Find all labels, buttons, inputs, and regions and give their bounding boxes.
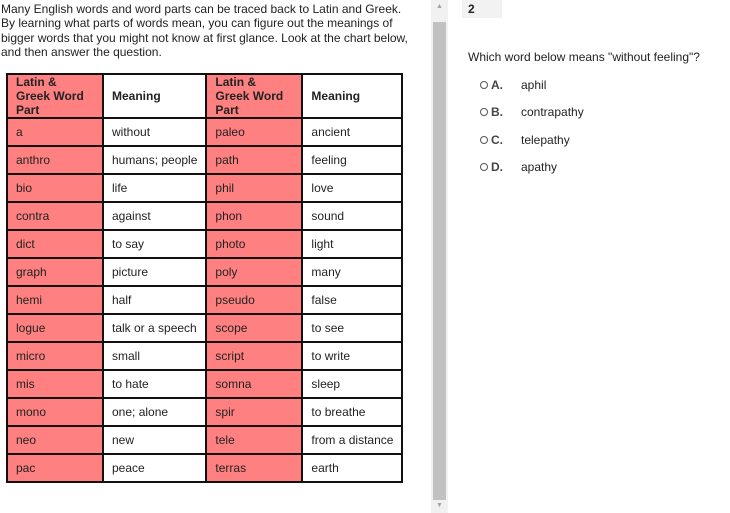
cell-word-part: pac [7, 454, 103, 482]
cell-meaning: humans; people [103, 146, 206, 174]
table-row [7, 118, 402, 146]
table-row [7, 146, 402, 174]
radio-button-icon[interactable] [480, 81, 488, 89]
cell-word-part: scope [206, 314, 302, 342]
cell-meaning: light [302, 230, 402, 258]
cell-meaning: ancient [302, 118, 402, 146]
cell-meaning: small [103, 342, 206, 370]
cell-meaning: to hate [103, 370, 206, 398]
table-row [7, 286, 402, 314]
scroll-up-arrow-icon[interactable]: ▲ [436, 3, 443, 10]
cell-meaning: many [302, 258, 402, 286]
radio-button-icon[interactable] [480, 136, 488, 144]
cell-word-part: paleo [206, 118, 302, 146]
cell-word-part: neo [7, 426, 103, 454]
table-row [7, 342, 402, 370]
cell-meaning: sleep [302, 370, 402, 398]
cell-meaning: against [103, 202, 206, 230]
table-row [7, 258, 402, 286]
cell-word-part: path [206, 146, 302, 174]
cell-meaning: talk or a speech [103, 314, 206, 342]
option-a[interactable] [480, 78, 584, 105]
cell-word-part: graph [7, 258, 103, 286]
option-text: telepathy [521, 132, 570, 147]
option-text: apathy [521, 159, 558, 174]
cell-meaning: without [103, 118, 206, 146]
cell-meaning: half [103, 286, 206, 314]
table-row [7, 202, 402, 230]
cell-word-part: logue [7, 314, 103, 342]
passage-scrollbar[interactable] [431, 0, 448, 513]
cell-word-part: phil [206, 174, 302, 202]
cell-word-part: spir [206, 398, 302, 426]
radio-button-icon[interactable] [480, 163, 488, 171]
cell-word-part: script [206, 342, 302, 370]
option-text: contrapathy [521, 105, 584, 120]
scrollbar-thumb[interactable] [433, 22, 446, 500]
answer-options [480, 78, 584, 187]
table-row [7, 398, 402, 426]
header-word-part-2: Latin & Greek Word Part [206, 74, 302, 118]
scroll-down-arrow-icon[interactable]: ▼ [436, 502, 443, 509]
table-row [7, 454, 402, 482]
header-meaning-2: Meaning [302, 74, 402, 118]
cell-meaning: feeling [302, 146, 402, 174]
table-header-row [7, 74, 402, 118]
cell-meaning: sound [302, 202, 402, 230]
table-row [7, 174, 402, 202]
cell-word-part: a [7, 118, 103, 146]
cell-meaning: to say [103, 230, 206, 258]
cell-meaning: to write [302, 342, 402, 370]
cell-word-part: poly [206, 258, 302, 286]
cell-word-part: mono [7, 398, 103, 426]
cell-word-part: contra [7, 202, 103, 230]
table-row [7, 314, 402, 342]
cell-word-part: dict [7, 230, 103, 258]
cell-word-part: tele [206, 426, 302, 454]
option-letter: D. [491, 159, 503, 174]
option-letter: A. [491, 78, 503, 92]
question-text: Which word below means "without feeling"? [468, 50, 700, 64]
table-row [7, 230, 402, 258]
table-row [7, 426, 402, 454]
cell-meaning: to see [302, 314, 402, 342]
cell-word-part: pseudo [206, 286, 302, 314]
cell-meaning: life [103, 174, 206, 202]
passage-text: Many English words and word parts can be traced back to Latin and Greek. By learning what parts of words mean, you can figure out the meanings of bigger words that you might not know at first glance. Look at the chart below, and then answer the question. [1, 2, 408, 60]
option-c[interactable] [480, 133, 584, 160]
cell-meaning: false [302, 286, 402, 314]
radio-button-icon[interactable] [480, 108, 488, 116]
cell-meaning: peace [103, 454, 206, 482]
option-b[interactable] [480, 105, 584, 132]
question-pane [448, 0, 730, 513]
cell-meaning: love [302, 174, 402, 202]
table-row [7, 370, 402, 398]
cell-meaning: picture [103, 258, 206, 286]
cell-meaning: one; alone [103, 398, 206, 426]
question-number: 2 [462, 0, 502, 18]
header-meaning-1: Meaning [103, 74, 206, 118]
cell-meaning: new [103, 426, 206, 454]
cell-word-part: hemi [7, 286, 103, 314]
cell-meaning: to breathe [302, 398, 402, 426]
option-letter: C. [491, 132, 503, 147]
option-letter: B. [491, 105, 503, 120]
cell-word-part: photo [206, 230, 302, 258]
cell-meaning: earth [302, 454, 402, 482]
cell-word-part: micro [7, 342, 103, 370]
option-text: aphil [521, 78, 547, 92]
cell-word-part: somna [206, 370, 302, 398]
cell-word-part: phon [206, 202, 302, 230]
header-word-part-1: Latin & Greek Word Part [7, 74, 103, 118]
cell-word-part: terras [206, 454, 302, 482]
cell-word-part: bio [7, 174, 103, 202]
cell-word-part: anthro [7, 146, 103, 174]
option-d[interactable] [480, 160, 584, 187]
word-parts-table [6, 73, 403, 483]
cell-meaning: from a distance [302, 426, 402, 454]
cell-word-part: mis [7, 370, 103, 398]
